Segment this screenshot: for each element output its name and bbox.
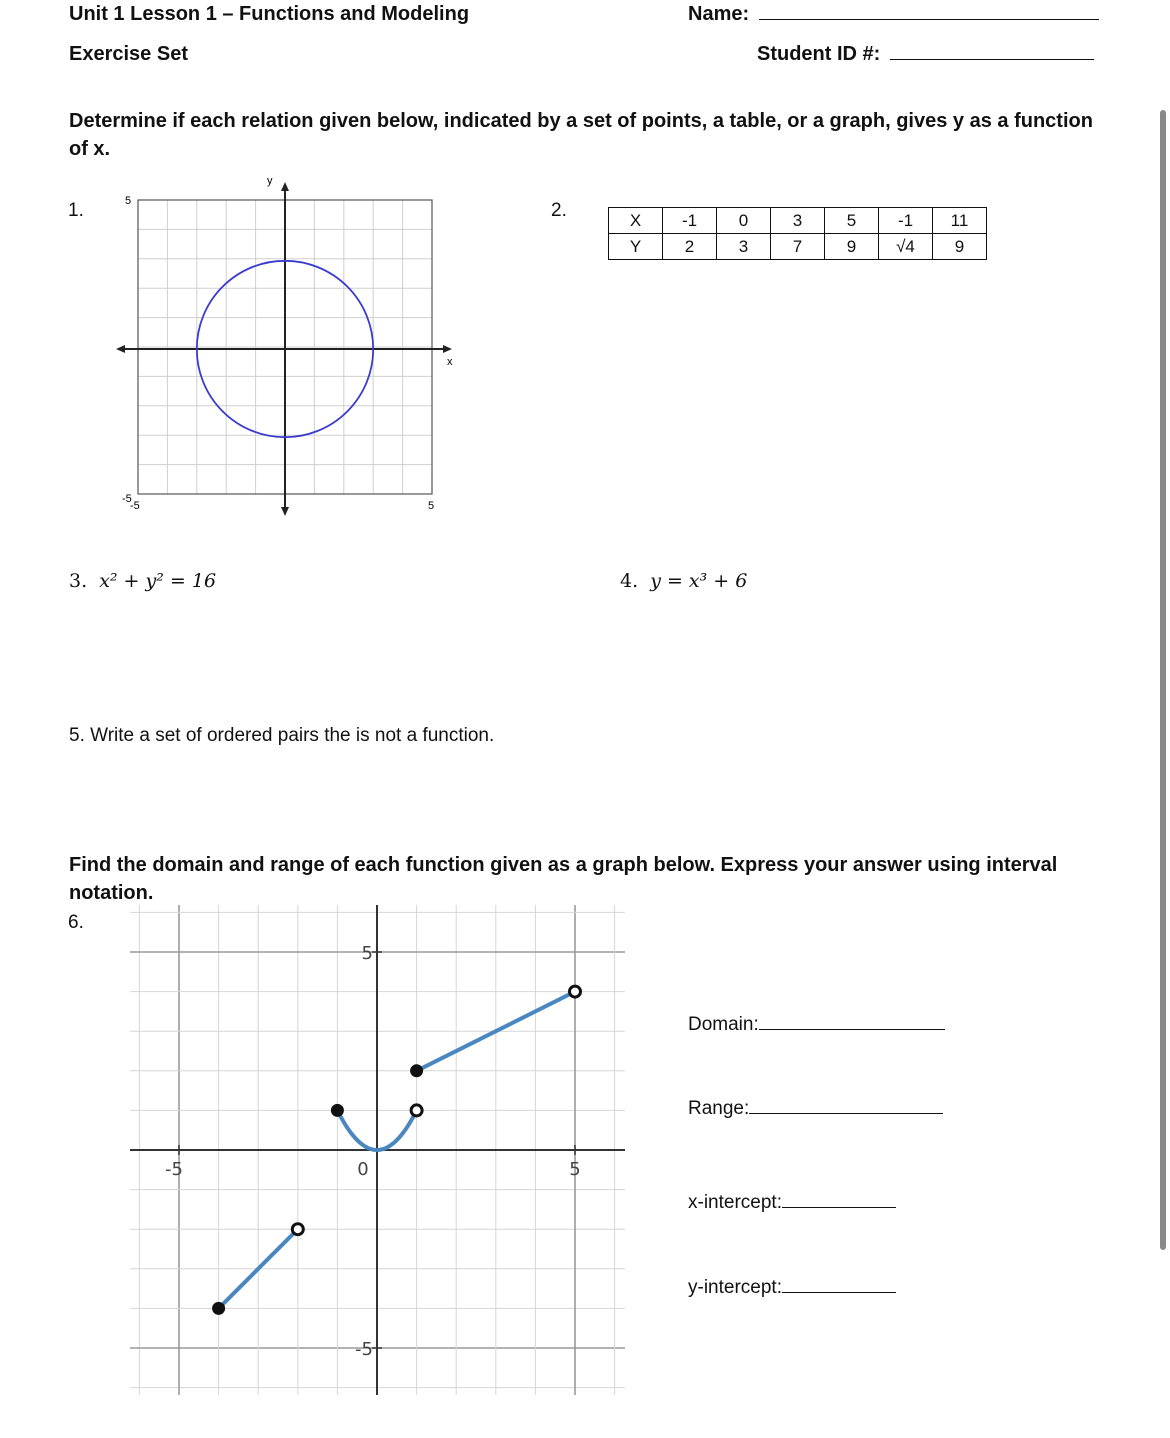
- problem-4: [620, 570, 747, 592]
- problem-1-number: 1.: [68, 200, 84, 221]
- student-id-field[interactable]: [757, 43, 1094, 66]
- segment-right-closed-point: [410, 1064, 423, 1077]
- x-intercept-label: x-intercept:: [688, 1192, 782, 1213]
- range-blank[interactable]: [749, 1113, 943, 1114]
- graph1-y-label: y: [267, 175, 273, 187]
- x-intercept-blank[interactable]: [782, 1207, 896, 1208]
- table-cell: 11: [933, 208, 987, 234]
- chart6-tick-label-x-neg: -5: [165, 1159, 183, 1180]
- table-cell: √4: [879, 234, 933, 260]
- instructions-domain-range: Find the domain and range of each function given as a graph below. Express your answer using interval: [69, 854, 1058, 876]
- instructions-domain-range-cont: notation.: [69, 882, 154, 904]
- table-cell: -1: [663, 208, 717, 234]
- range-label: Range:: [688, 1098, 750, 1119]
- graph-problem-6: [130, 905, 625, 1395]
- problem-3-equation: x² + y² = 16: [99, 570, 217, 592]
- table-cell: 0: [717, 208, 771, 234]
- graph1-x-arrow-left: [116, 345, 125, 353]
- parabola-closed-point: [331, 1104, 344, 1117]
- table-cell: 7: [771, 234, 825, 260]
- worksheet-subtitle: Exercise Set: [69, 43, 188, 65]
- problem-4-number: 4.: [620, 570, 639, 592]
- graph1-x-label: x: [447, 356, 453, 368]
- table-cell: 3: [771, 208, 825, 234]
- problem-6-number: 6.: [68, 912, 84, 933]
- table-header-y: Y: [609, 234, 663, 260]
- scrollbar[interactable]: [1160, 110, 1166, 1250]
- table-cell: -1: [879, 208, 933, 234]
- graph1-y-arrow-down: [281, 507, 289, 516]
- problem-3-number: 3.: [69, 570, 88, 592]
- table-header-x: X: [609, 208, 663, 234]
- worksheet-title: Unit 1 Lesson 1 – Functions and Modeling: [69, 3, 470, 25]
- chart6-tick-label-y-pos: 5: [361, 943, 373, 964]
- xy-table: [608, 207, 987, 260]
- problem-4-equation: y = x³ + 6: [650, 570, 748, 592]
- chart6-tick-label-y-neg: -5: [355, 1339, 373, 1360]
- range-field[interactable]: [688, 1098, 943, 1120]
- problem-5-text: 5. Write a set of ordered pairs the is not a function.: [69, 725, 495, 746]
- name-field[interactable]: [688, 3, 1099, 26]
- instructions-functions-cont: of x.: [69, 138, 111, 160]
- name-label: Name:: [688, 3, 750, 25]
- graph1-x-min-label: -5: [130, 500, 140, 512]
- graph1-y-max-label: 5: [125, 195, 132, 207]
- domain-blank[interactable]: [759, 1029, 945, 1030]
- table-row-y: [609, 234, 987, 260]
- segment-left-open-point: [292, 1224, 303, 1235]
- graph-problem-1: [110, 170, 470, 520]
- student-id-label: Student ID #:: [757, 43, 881, 65]
- problem-2-number: 2.: [551, 200, 567, 221]
- table-cell: 9: [825, 234, 879, 260]
- graph1-y-arrow-up: [281, 182, 289, 191]
- name-blank[interactable]: [759, 19, 1099, 20]
- y-intercept-label: y-intercept:: [688, 1277, 782, 1298]
- y-intercept-blank[interactable]: [782, 1292, 896, 1293]
- table-cell: 2: [663, 234, 717, 260]
- instructions-functions: Determine if each relation given below, indicated by a set of points, a table, or a graph, gives y as a function: [69, 110, 1093, 132]
- problem-3: [69, 570, 216, 592]
- x-intercept-field[interactable]: [688, 1192, 896, 1214]
- table-row-x: [609, 208, 987, 234]
- domain-label: Domain:: [688, 1014, 759, 1035]
- domain-field[interactable]: [688, 1014, 945, 1036]
- chart6-tick-label-x-pos: 5: [569, 1159, 581, 1180]
- student-id-blank[interactable]: [890, 59, 1094, 60]
- chart6-tick-label-origin: 0: [357, 1159, 369, 1180]
- segment-left-closed-point: [212, 1302, 225, 1315]
- parabola-open-point: [411, 1105, 422, 1116]
- graph1-x-arrow-right: [443, 345, 452, 353]
- segment-right-open-point: [570, 986, 581, 997]
- y-intercept-field[interactable]: [688, 1277, 896, 1299]
- table-cell: 5: [825, 208, 879, 234]
- table-cell: 3: [717, 234, 771, 260]
- graph1-y-min-label: -5: [122, 493, 132, 505]
- table-cell: 9: [933, 234, 987, 260]
- graph1-x-max-label: 5: [428, 500, 435, 512]
